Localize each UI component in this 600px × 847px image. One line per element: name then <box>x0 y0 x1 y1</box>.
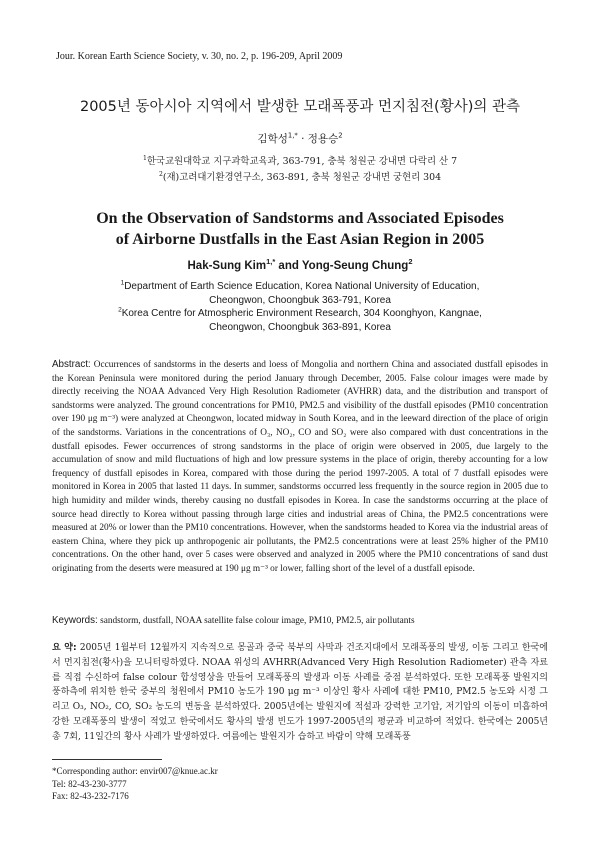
english-affiliations <box>0 280 600 334</box>
corresponding-author: *Corresponding author: envir007@knue.ac.kr <box>52 766 218 776</box>
korean-aff2-sup: 2 <box>158 170 163 178</box>
korean-abstract <box>52 641 548 745</box>
korean-affiliation-1 <box>0 153 600 167</box>
korean-abstract-label: 요 약: <box>52 643 77 653</box>
english-author-1: Hak-Sung Kim <box>187 260 267 272</box>
english-aff2-sup: 2 <box>118 306 122 314</box>
korean-aff1-text: 한국교원대학교 지구과학교육과, 363-791, 충북 청원군 강내면 다락리 산 7 <box>146 156 458 167</box>
keywords <box>52 615 548 626</box>
english-authors <box>0 257 600 272</box>
abstract-text: Occurrences of sandstorms in the deserts and loess of Mongolia and northern China and associated dustfall episodes in the Korean Peninsula were monitored during the period January through December, 2005. False colour images were made by directly receiving the NOAA Advanced Very High Resolution Radiometer (AVHRR) data, and the distribution and transport of sandstorms were analyzed. The ground concentrations for PM10, PM2.5 and visibility of the dustfall episodes (PM10 concentration over 190 μg m⁻³) were analyzed at Cheongwon, located midway in South Korea, and in the leeward direction of the place of origin of the sandstorms. Variations in the concentrations of O₃, NO₂, CO and SO₂ were also compared with dust concentrations in the dustfall episodes. Fewer occurrences of strong sandstorms in the place of origin were observed in 2005, due largely to the accumulation of snow and mild fluctuations of high and low pressure systems in the place of origin, thereby accounting for a low frequency of dustfall episodes in Korea, compared with those during the period 1997-2005. A total of 7 dustfall episodes were monitored in Korea in 2005 that lasted 11 days. In summer, sandstorms occurred less frequently in the source region in 2005 due to high humidity and milder winds, thereby causing no dustfall episodes in Korea. In case the sandstorms occurring at the place of source head directly to Korea without passing through large cities and industrial areas of China, the PM2.5 concentrations were measured at 20% or lower than the PM10 concentrations. However, when the sandstorms headed to Korea via the industrial areas of eastern China, where they pick up anthropogenic air pollutants, the PM2.5 concentrations were at least 25% higher of the PM10 concentrations. On the other hand, over 5 cases were observed and analyzed in 2005 where the PM10 concentrations of sand dust originating from the deserts were measured at 190 μg m⁻³ or lower, falling short of the level of a dustfall episode. <box>52 360 548 574</box>
abstract <box>52 358 548 577</box>
korean-author-1-sup: 1,* <box>287 131 298 140</box>
english-aff2-text-1: Korea Centre for Atmospheric Environment Research, 304 Koonghyon, Kangnae, <box>121 308 482 319</box>
english-affiliation-1-line-2: Cheongwon, Choongbuk 363-791, Korea <box>209 294 391 306</box>
english-affiliation-1-line-1 <box>0 280 600 294</box>
korean-aff1-sup: 1 <box>142 154 147 162</box>
english-aff1-sup: 1 <box>120 279 125 287</box>
footnote <box>52 765 218 803</box>
korean-aff2-text: (재)고려대기환경연구소, 363-891, 충북 청원군 강내면 궁현리 304 <box>162 172 442 183</box>
keywords-text: sandstorm, dustfall, NOAA satellite false colour image, PM10, PM2.5, air pollutants <box>100 616 415 626</box>
korean-author-2-sup: 2 <box>338 131 343 140</box>
english-author-2-sup: 2 <box>408 257 413 267</box>
journal-citation: Jour. Korean Earth Science Society, v. 30, no. 2, p. 196-209, April 2009 <box>56 51 343 62</box>
english-aff1-text-1: Department of Earth Science Education, Korea National University of Education, <box>124 281 480 292</box>
english-title <box>0 208 600 250</box>
korean-affiliation-2 <box>0 169 600 183</box>
telephone: Tel: 82-43-230-3777 <box>52 778 127 789</box>
english-affiliation-2-line-1 <box>0 307 600 321</box>
fax: Fax: 82-43-232-7176 <box>52 791 129 801</box>
korean-authors <box>0 131 600 146</box>
korean-title: 2005년 동아시아 지역에서 발생한 모래폭풍과 먼지침전(황사)의 관측 <box>79 99 521 115</box>
korean-abstract-text: 2005년 1월부터 12월까지 지속적으로 몽골과 중국 북부의 사막과 건조지대에서 모래폭풍의 발생, 이동 그리고 한국에서 먼지침전(황사)을 모니터링하였다. NOAA 위성의 AVHRR(Advanced Very High Resolution Radiometer) 관측 자료를 직접 수신하여 false colour 합성영상을 만들어 모래폭풍의 발생과 이동 사례를 중점 분석하였다. 또한 모래폭풍 발원지의 풍하측에 위치한 한국 중부의 청원에서 PM10 농도가 190 μg m⁻³ 이상인 황사 사례에 대한 PM10, PM2.5 농도와 시정 그리고 O₃, NO₂, CO, SO₂ 농도의 변동을 분석하였다. 2005년에는 발원지에 적설과 강력한 고기압, 저기압의 이동이 미흡하여 강한 모래폭풍의 발생이 적었고 한국에서도 황사의 발생 빈도가 1997-2005년의 평균과 비교하여 적었다. 한국에는 2005년 총 7회, 11일간의 황사 사례가 발생하였다. 여름에는 발원지가 습하고 바람이 약해 모래폭풍 <box>52 643 548 742</box>
english-title-line-2: of Airborne Dustfalls in the East Asian Region in 2005 <box>115 231 485 248</box>
english-author-1-sup: 1,* <box>266 257 276 267</box>
english-title-line-1: On the Observation of Sandstorms and Associated Episodes <box>96 210 504 227</box>
korean-author-2: · 정용승 <box>297 133 339 145</box>
abstract-label: Abstract: <box>52 359 91 370</box>
english-affiliation-2-line-2: Cheongwon, Choongbuk 363-891, Korea <box>209 321 391 333</box>
english-author-2: and Yong-Seung Chung <box>275 260 409 272</box>
korean-author-1: 김학성 <box>257 133 288 145</box>
keywords-label: Keywords: <box>52 615 98 626</box>
footnote-divider <box>52 759 162 760</box>
